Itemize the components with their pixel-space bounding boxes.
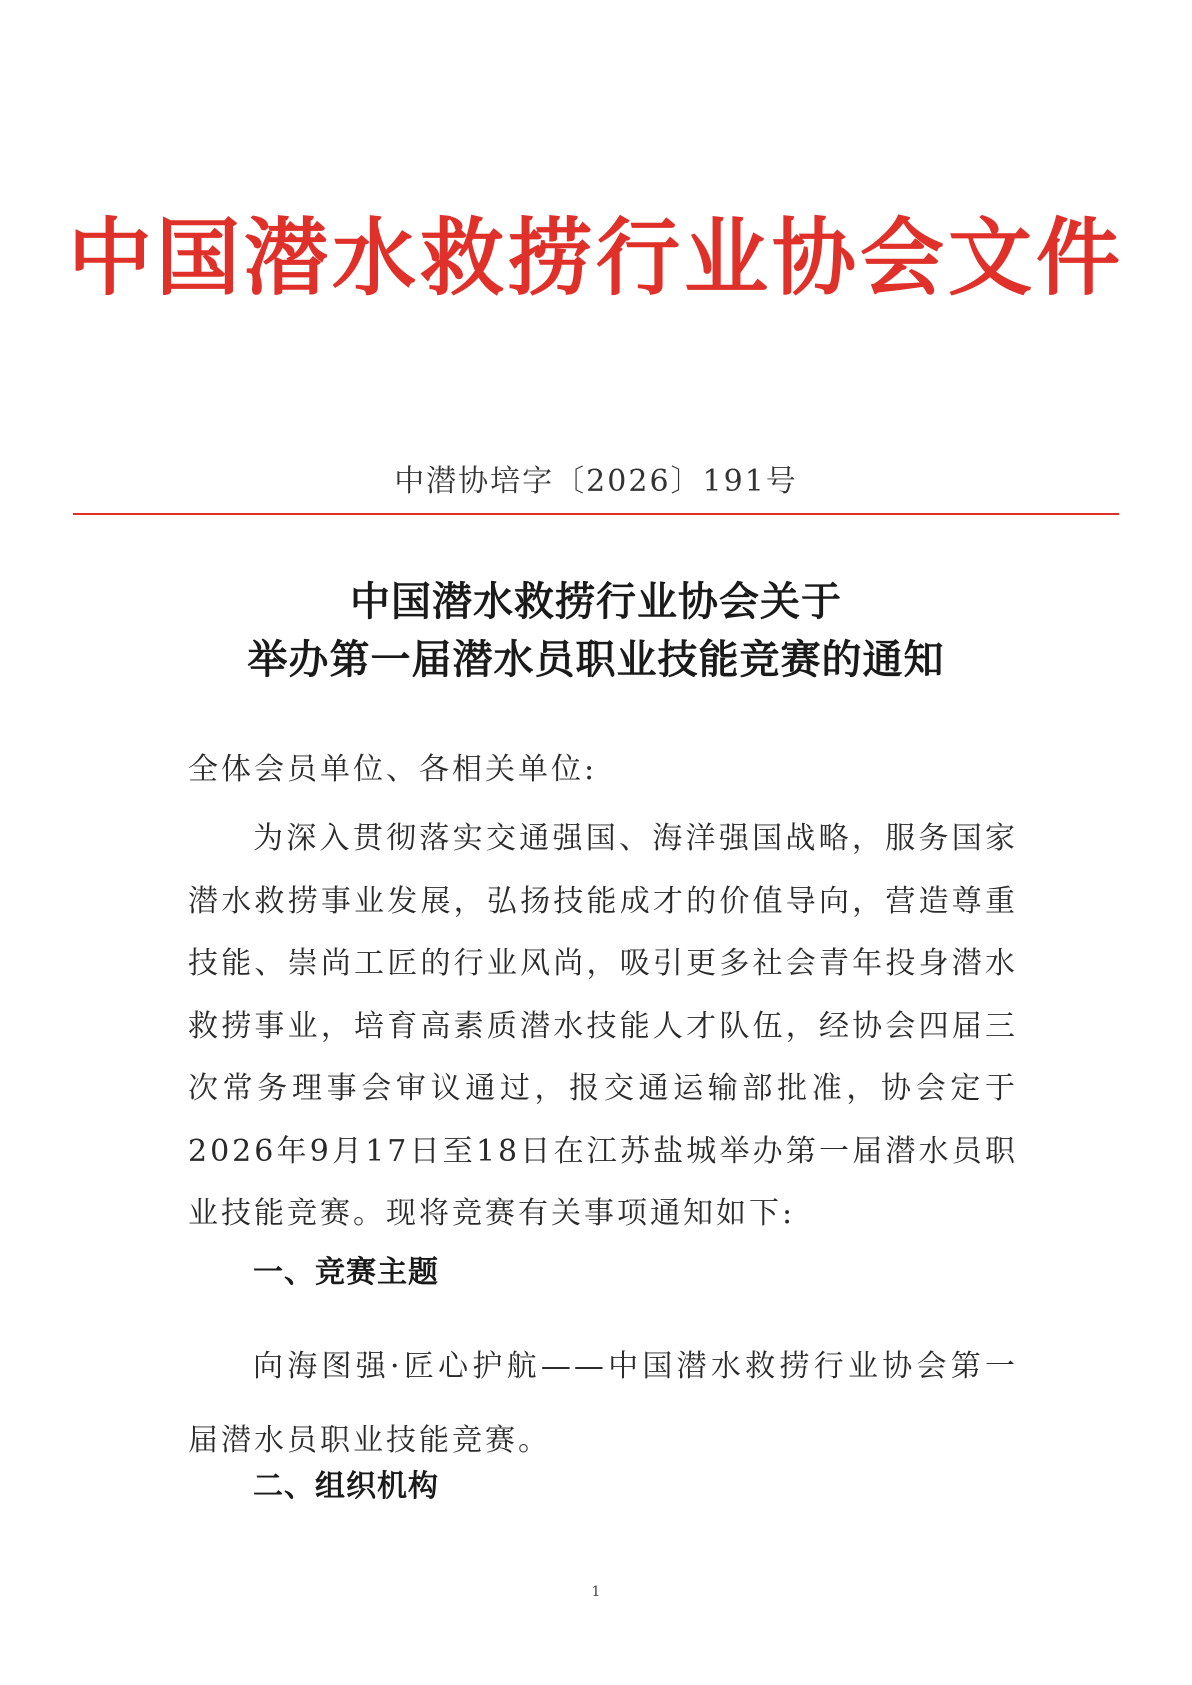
- page-number: 1: [591, 1584, 601, 1600]
- notice-title-line-2: 举办第一届潜水员职业技能竞赛的通知: [247, 636, 945, 683]
- salutation: 全体会员单位、各相关单位:: [188, 752, 598, 787]
- masthead-title: 中国潜水救捞行业协会文件: [67, 208, 1124, 307]
- notice-title-line-1: 中国潜水救捞行业协会关于: [350, 578, 842, 625]
- document-number: 中潜协培字〔2026〕191号: [394, 464, 798, 499]
- red-divider: [73, 513, 1119, 515]
- section-heading-theme: 一、竞赛主题: [253, 1255, 439, 1290]
- intro-paragraph: 为深入贯彻落实交通强国、海洋强国战略，服务国家潜水救捞事业发展，弘扬技能成才的价值导向，营造尊重技能、崇尚工匠的行业风尚，吸引更多社会青年投身潜水救捞事业，培育高素质潜水技能人才队伍，经协会四届三次常务理事会审议通过，报交通运输部批准，协会定于2026年9月17日至18日在江苏盐城举办第一届潜水员职业技能竞赛。现将竞赛有关事项通知如下:: [188, 821, 1018, 1231]
- section-heading-organization: 二、组织机构: [253, 1469, 439, 1504]
- section-text-theme: 向海图强·匠心护航——中国潜水救捞行业协会第一届潜水员职业技能竞赛。: [188, 1349, 1018, 1458]
